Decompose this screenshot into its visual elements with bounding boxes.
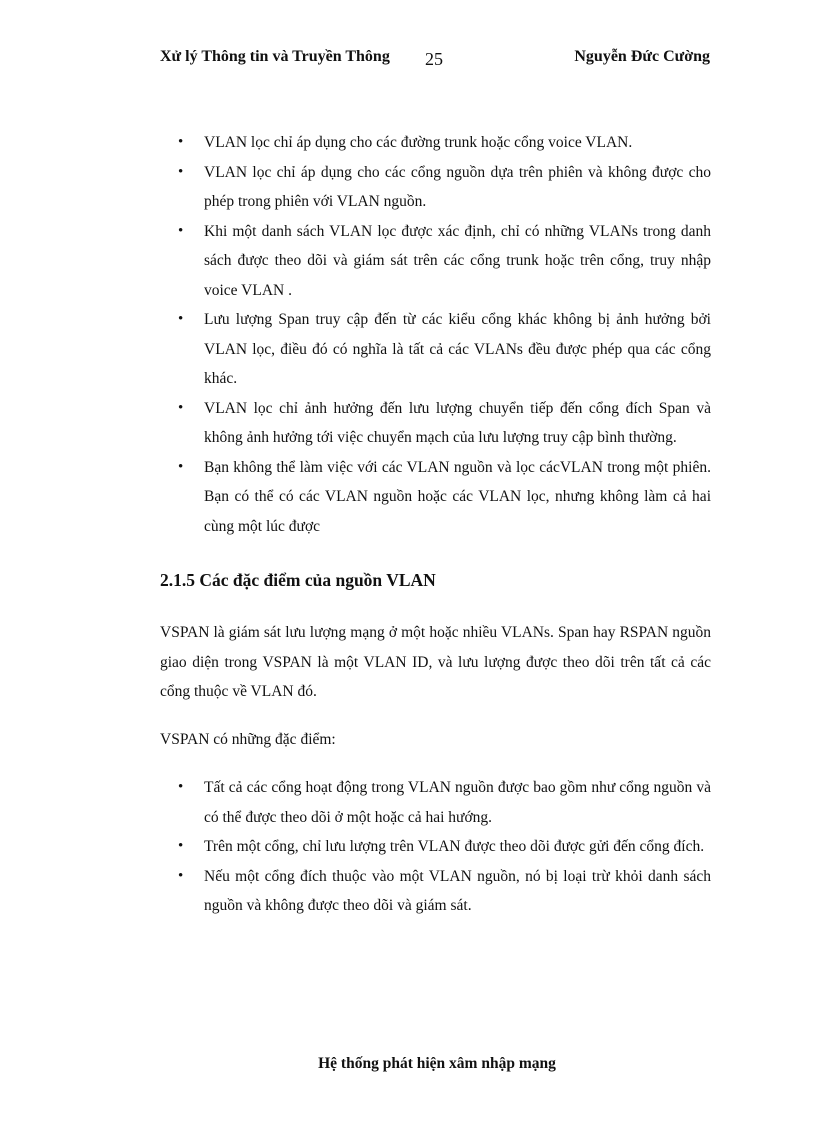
list-item: • VLAN lọc chỉ áp dụng cho các cổng nguồn dựa trên phiên và không được cho phép trong phiên với VLAN nguồn.: [178, 158, 711, 217]
header-left-title: Xử lý Thông tin và Truyền Thông: [160, 48, 390, 65]
paragraph-vspan-intro: VSPAN là giám sát lưu lượng mạng ở một hoặc nhiều VLANs. Span hay RSPAN nguồn giao diện trong VSPAN là một VLAN ID, và lưu lượng được theo dõi trên tất cả các cổng thuộc về VLAN đó.: [160, 624, 711, 700]
bullet-list-vspan-features: [178, 773, 711, 921]
list-item: • Lưu lượng Span truy cập đến từ các kiểu cổng khác không bị ảnh hưởng bởi VLAN lọc, điều đó có nghĩa là tất cả các VLANs đều được phép qua các cổng khác.: [178, 305, 711, 394]
section-heading: 2.1.5 Các đặc điểm của nguồn VLAN: [160, 570, 436, 590]
list-item: • Khi một danh sách VLAN lọc được xác định, chỉ có những VLANs trong danh sách được theo dõi và giám sát trên các cổng trunk hoặc trên cổng, truy nhập voice VLAN .: [178, 217, 711, 306]
page-header: [160, 48, 710, 72]
bullet-list-vlan-filter: [178, 128, 711, 541]
header-author: Nguyễn Đức Cường: [574, 48, 710, 65]
list-item: • Tất cả các cổng hoạt động trong VLAN nguồn được bao gồm như cổng nguồn và có thể được theo dõi ở một hoặc cả hai hướng.: [178, 773, 711, 832]
list-item: • Nếu một cổng đích thuộc vào một VLAN nguồn, nó bị loại trừ khỏi danh sách nguồn và không được theo dõi và giám sát.: [178, 862, 711, 921]
list-item: • VLAN lọc chỉ ảnh hưởng đến lưu lượng chuyển tiếp đến cổng đích Span và không ảnh hưởng tới việc chuyển mạch của lưu lượng truy cập bình thường.: [178, 394, 711, 453]
page-number: 25: [425, 49, 443, 69]
paragraph-vspan-features: VSPAN có những đặc điểm:: [160, 731, 336, 748]
list-item: • VLAN lọc chỉ áp dụng cho các đường trunk hoặc cổng voice VLAN.: [178, 128, 711, 158]
list-item: • Bạn không thể làm việc với các VLAN nguồn và lọc cácVLAN trong một phiên. Bạn có thể có các VLAN nguồn hoặc các VLAN lọc, nhưng không làm cả hai cùng một lúc được: [178, 453, 711, 542]
page-footer: Hệ thống phát hiện xâm nhập mạng: [318, 1055, 556, 1072]
list-item: • Trên một cổng, chỉ lưu lượng trên VLAN được theo dõi được gửi đến cổng đích.: [178, 832, 711, 862]
